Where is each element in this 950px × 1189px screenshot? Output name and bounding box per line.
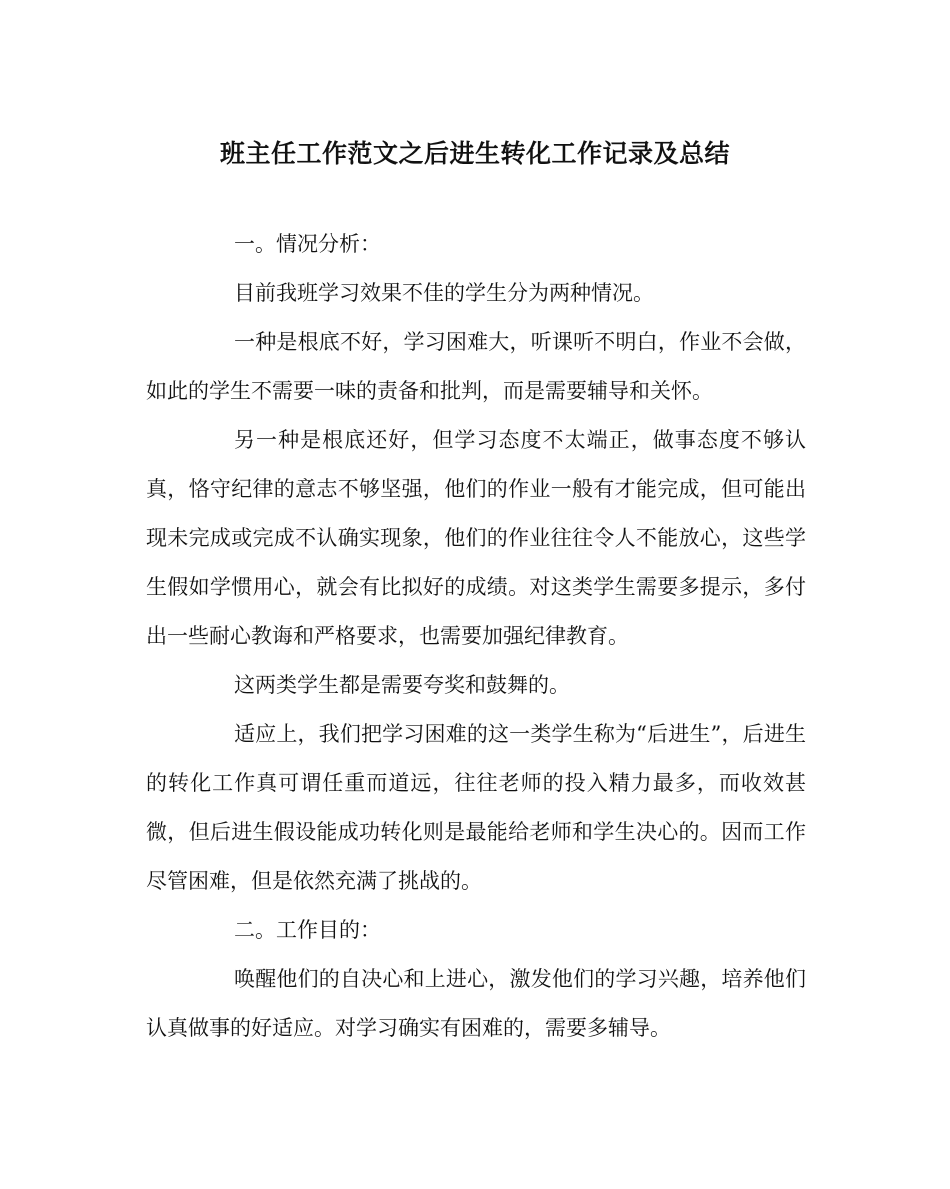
paragraph: 目前我班学习效果不佳的学生分为两种情况。 [234,281,654,305]
paragraph-section-two-heading: 二。工作目的： [234,918,381,942]
paragraph: 另一种是根底还好，但学习态度不太端正，做事态度不够认真，恪守纪律的意志不够坚强，他们的作业一般有才能完成，但可能出现未完成或完成不认确实现象，他们的作业往往令人不能放心，这些学生假如学惯用心，就会有比拟好的成绩。对这类学生需要多提示，多付出一些耐心教诲和严格要求，也需要加强纪律教育。 [146,428,806,648]
paragraph: 唤醒他们的自决心和上进心，激发他们的学习兴趣，培养他们认真做事的好适应。对学习确实有困难的，需要多辅导。 [146,967,806,1040]
paragraph-section-one-heading: 一。情况分析： [234,232,381,256]
document-title: 班主任工作范文之后进生转化工作记录及总结 [219,139,730,168]
paragraph: 一种是根底不好，学习困难大，听课听不明白，作业不会做，如此的学生不需要一味的责备和批判，而是需要辅导和关怀。 [146,330,806,403]
paragraph: 这两类学生都是需要夸奖和鼓舞的。 [234,673,570,697]
paragraph: 适应上，我们把学习困难的这一类学生称为“后进生”，后进生的转化工作真可谓任重而道远，往往老师的投入精力最多，而收效甚微，但后进生假设能成功转化则是最能给老师和学生决心的。因而工作尽管困难，但是依然充满了挑战的。 [146,722,806,893]
document-body [146,220,806,1053]
